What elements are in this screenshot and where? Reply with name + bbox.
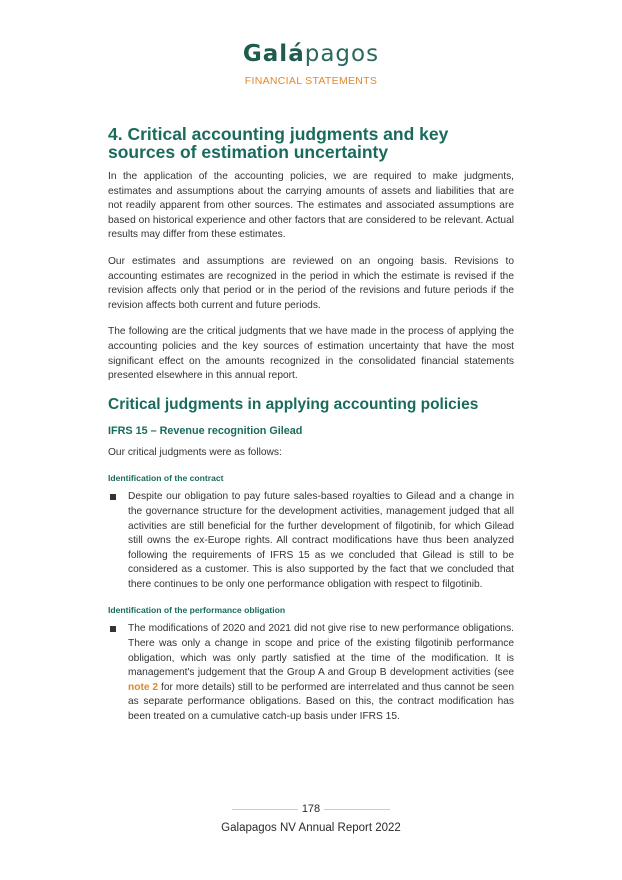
- contract-bullet-text: Despite our obligation to pay future sales-based royalties to Gilead and a change in the governance structure for the development activities, management judged that all activities are still beneficial for the further development of filgotinib, for which Gilead still owns the ex-Europe rights. All contract modifications have thus been analyzed following the requirements of IFRS 15 as we concluded that Gilead is still to be considered as a customer. This is also supported by the fact that we concluded that there continues to be only one performance obligation with respect to filgotinib.: [128, 491, 514, 590]
- section-label: FINANCIAL STATEMENTS: [244, 75, 378, 87]
- page-number-row: [0, 803, 622, 815]
- page-number: 178: [301, 803, 321, 815]
- section-title: Critical judgments in applying accounting policies: [108, 395, 479, 413]
- main-content: [108, 125, 514, 737]
- obligation-text-before: The modifications of 2020 and 2021 did not give rise to new performance obligations. There was only a change in scope and price of the existing filgotinib performance obligation, which was only partly satisfied at the time of the modification. It is management's judgement that the Group A and Group B development activities (see: [128, 623, 514, 679]
- report-title: Galapagos NV Annual Report 2022: [221, 822, 401, 834]
- contract-heading: Identification of the contract: [108, 473, 224, 484]
- list-item: [108, 490, 514, 592]
- bullet-square-icon: [110, 626, 116, 632]
- obligation-bullet-text: [128, 622, 514, 724]
- note-2-link[interactable]: note 2: [128, 681, 159, 693]
- page-title: 4. Critical accounting judgments and key sources of estimation uncertainty: [108, 124, 449, 162]
- paragraph-3: The following are the critical judgments that we have made in the process of applying the accounting policies and the key sources of estimation uncertainty that have the most significant effect on the amounts recognized in the consolidated financial statements presented elsewhere in this annual report.: [108, 326, 514, 382]
- obligation-heading: Identification of the performance obligation: [108, 605, 286, 616]
- intro-text: Our critical judgments were as follows:: [108, 446, 282, 458]
- subsection-title: IFRS 15 – Revenue recognition Gilead: [108, 424, 303, 437]
- page-header: [0, 40, 622, 87]
- logo-light-part: pagos: [304, 41, 380, 67]
- page-footer: [0, 803, 622, 834]
- list-item: [108, 622, 514, 724]
- footer-rule-right: [324, 809, 390, 810]
- galapagos-logo: [0, 40, 622, 68]
- bullet-square-icon: [110, 494, 116, 500]
- logo-bold-part: Galá: [242, 41, 305, 67]
- footer-rule-left: [232, 809, 298, 810]
- paragraph-1: In the application of the accounting policies, we are required to make judgments, estimates and assumptions about the carrying amounts of assets and liabilities that are not readily apparent from other sources. The estimates and associated assumptions are based on historical experience and other factors that are considered to be relevant. Actual results may differ from these estimates.: [108, 171, 514, 241]
- paragraph-2: Our estimates and assumptions are reviewed on an ongoing basis. Revisions to accounting estimates are recognized in the period in which the estimate is revised if the revision affects only that period or in the period of the revisions and future periods if the revision affects both current and future periods.: [108, 255, 514, 311]
- obligation-text-after: for more details) still to be performed are interrelated and thus cannot be seen as separate performance obligations. Based on this, the contract modification has been treated on a cumulative catch-up basis under IFRS 15.: [128, 681, 514, 723]
